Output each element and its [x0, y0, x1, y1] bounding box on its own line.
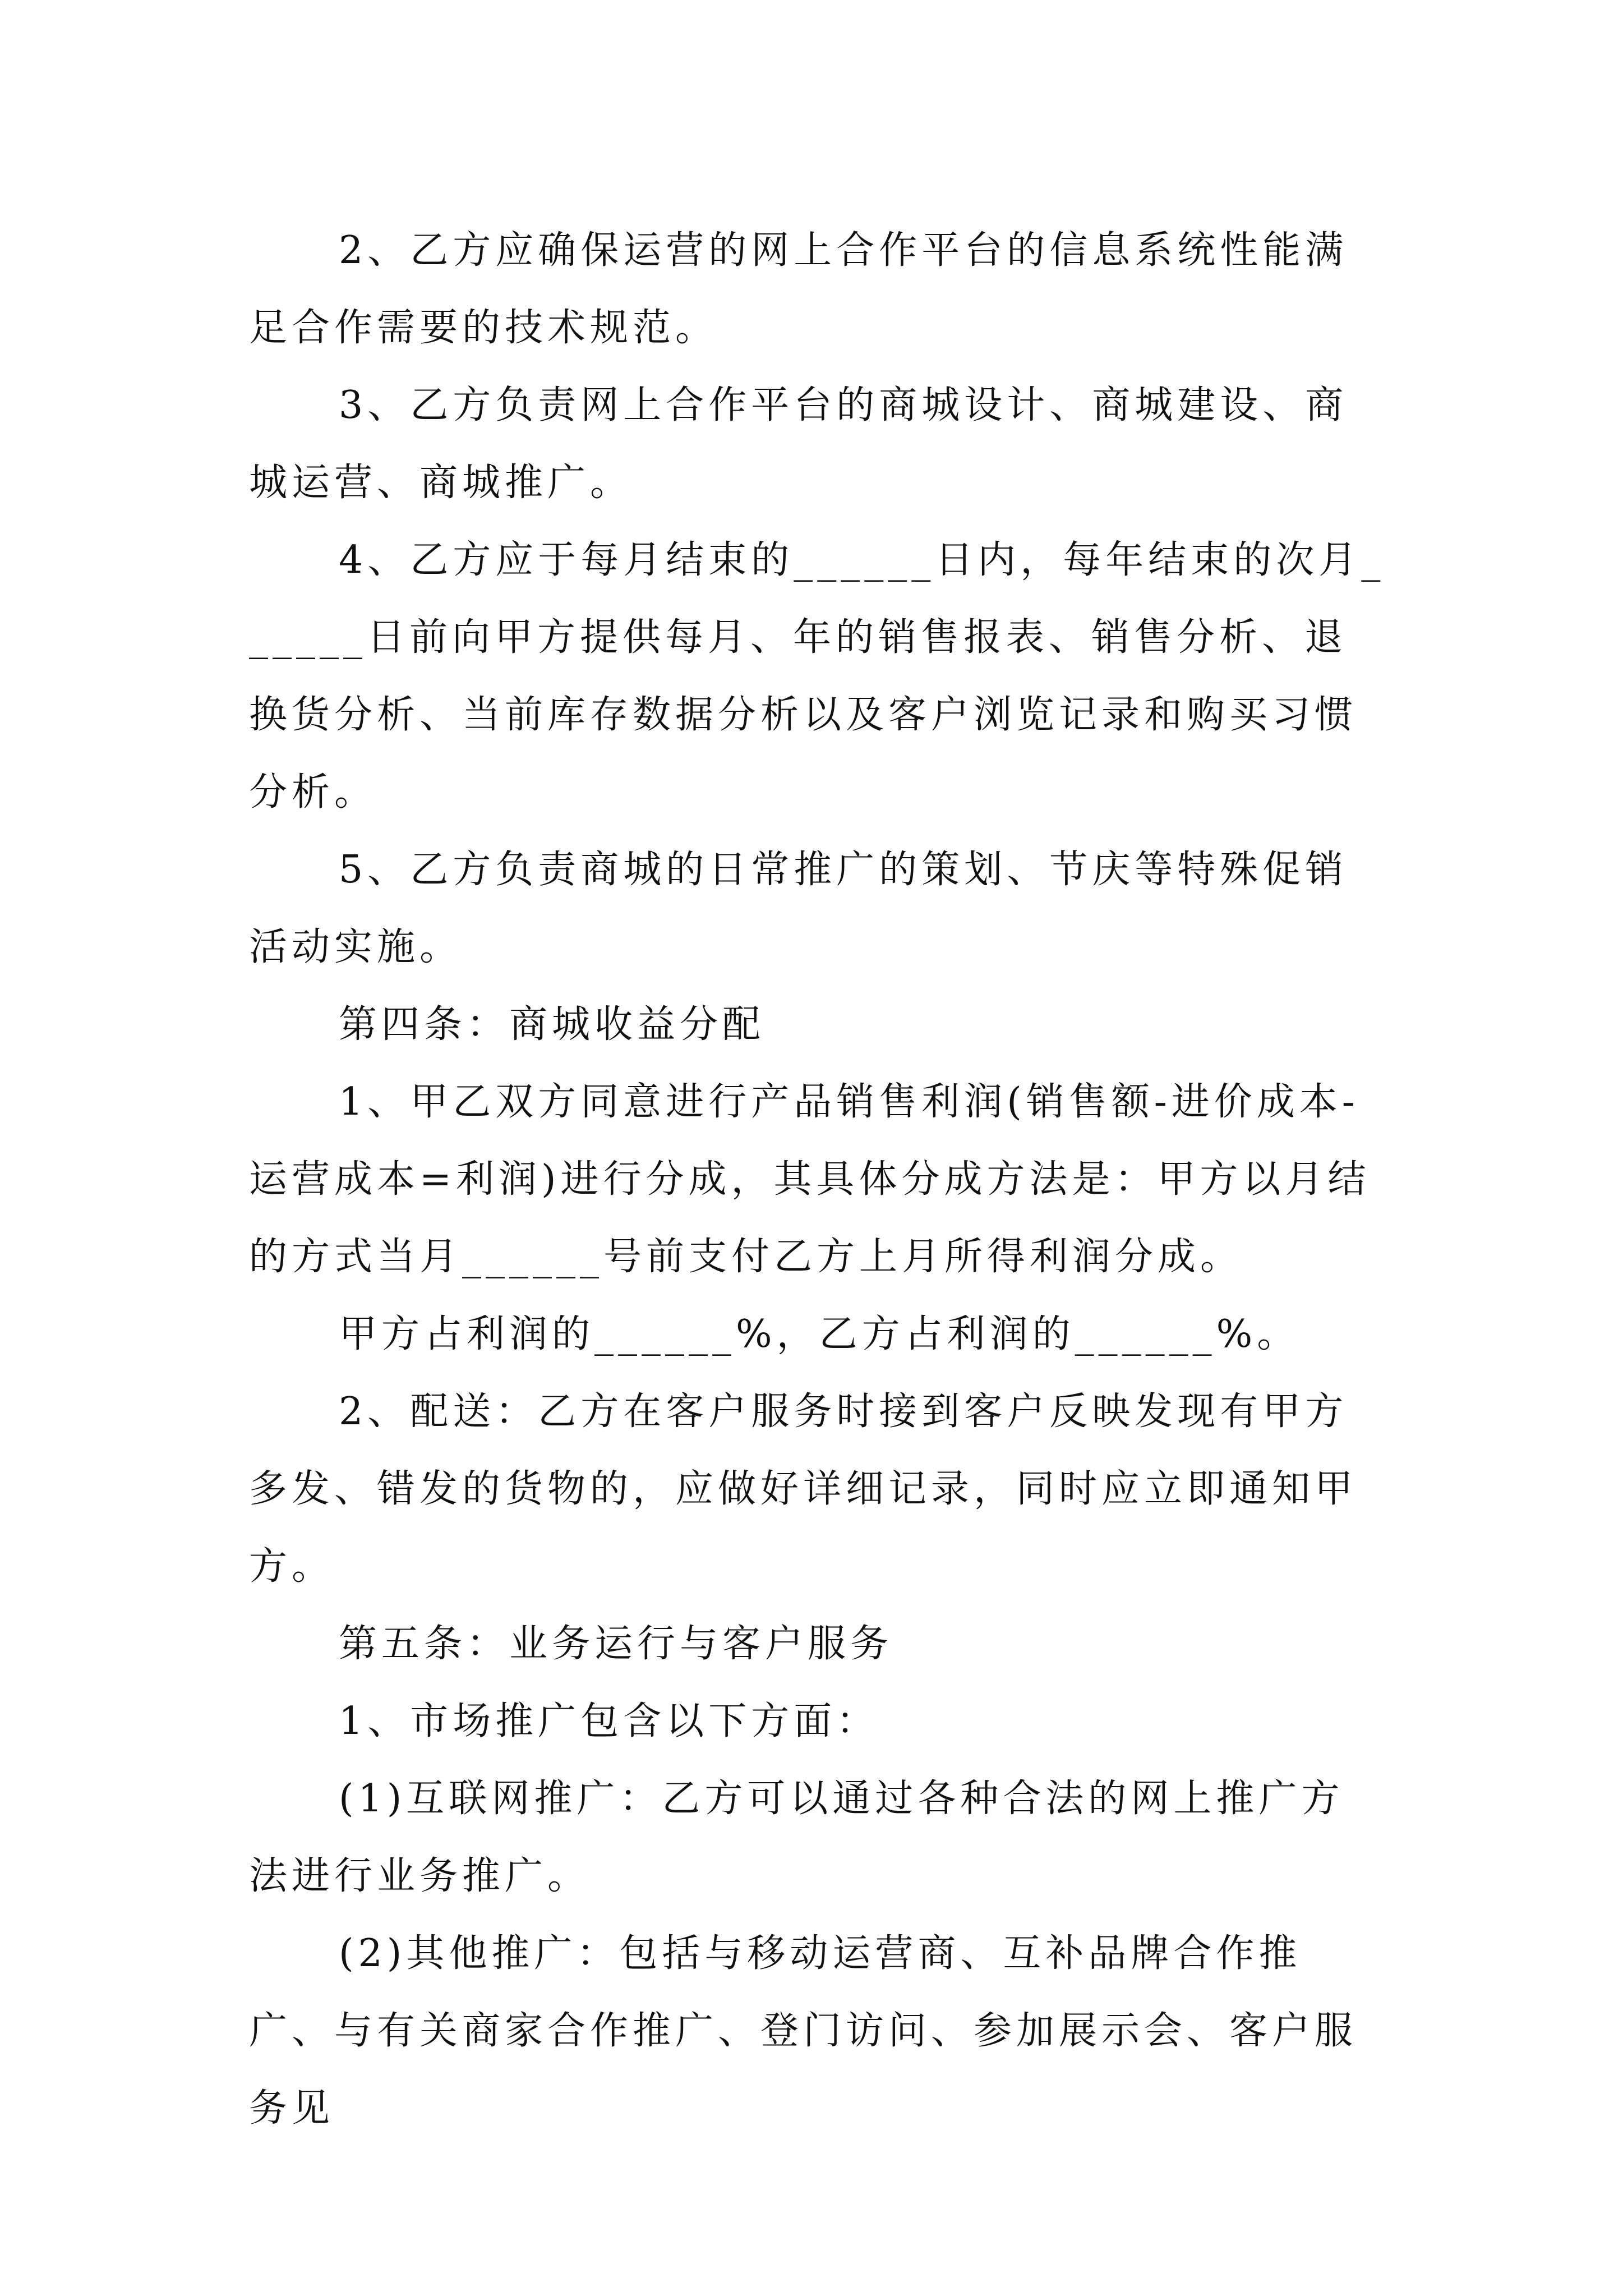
article-4-clause-1: 1、甲乙双方同意进行产品销售利润(销售额-进价成本-运营成本=利润)进行分成，其具体分成方法是：甲方以月结的方式当月______号前支付乙方上月所得利润分成。: [249, 1080, 1371, 1279]
clause-5-promotion: 5、乙方负责商城的日常推广的策划、节庆等特殊促销活动实施。: [249, 848, 1348, 969]
document-page: [249, 212, 1385, 2147]
clause-3-mall-responsibility: 3、乙方负责网上合作平台的商城设计、商城建设、商城运营、商城推广。: [249, 383, 1348, 505]
other-promotion-item: (2)其他推广：包括与移动运营商、互补品牌合作推广、与有关商家合作推广、登门访问、参加展示会、客户服务见: [249, 1931, 1358, 2131]
article-5-clause-1: 1、市场推广包含以下方面：: [339, 1699, 879, 1743]
clause-4-reporting: 4、乙方应于每月结束的______日内，每年结束的次月______日前向甲方提供每月、年的销售报表、销售分析、退换货分析、当前库存数据分析以及客户浏览记录和购买习惯分析。: [249, 538, 1385, 815]
clause-2-system-performance: 2、乙方应确保运营的网上合作平台的信息系统性能满足合作需要的技术规范。: [249, 228, 1348, 350]
internet-promotion-item: (1)互联网推广：乙方可以通过各种合法的网上推广方法进行业务推广。: [249, 1777, 1344, 1898]
article-5-heading: 第五条：业务运行与客户服务: [339, 1622, 893, 1666]
article-4-clause-2-delivery: 2、配送：乙方在客户服务时接到客户反映发现有甲方多发、错发的货物的，应做好详细记录，同时应立即通知甲方。: [249, 1389, 1358, 1589]
profit-share-line: 甲方占利润的______%，乙方占利润的______%。: [339, 1312, 1300, 1356]
article-4-heading: 第四条：商城收益分配: [339, 1002, 766, 1047]
